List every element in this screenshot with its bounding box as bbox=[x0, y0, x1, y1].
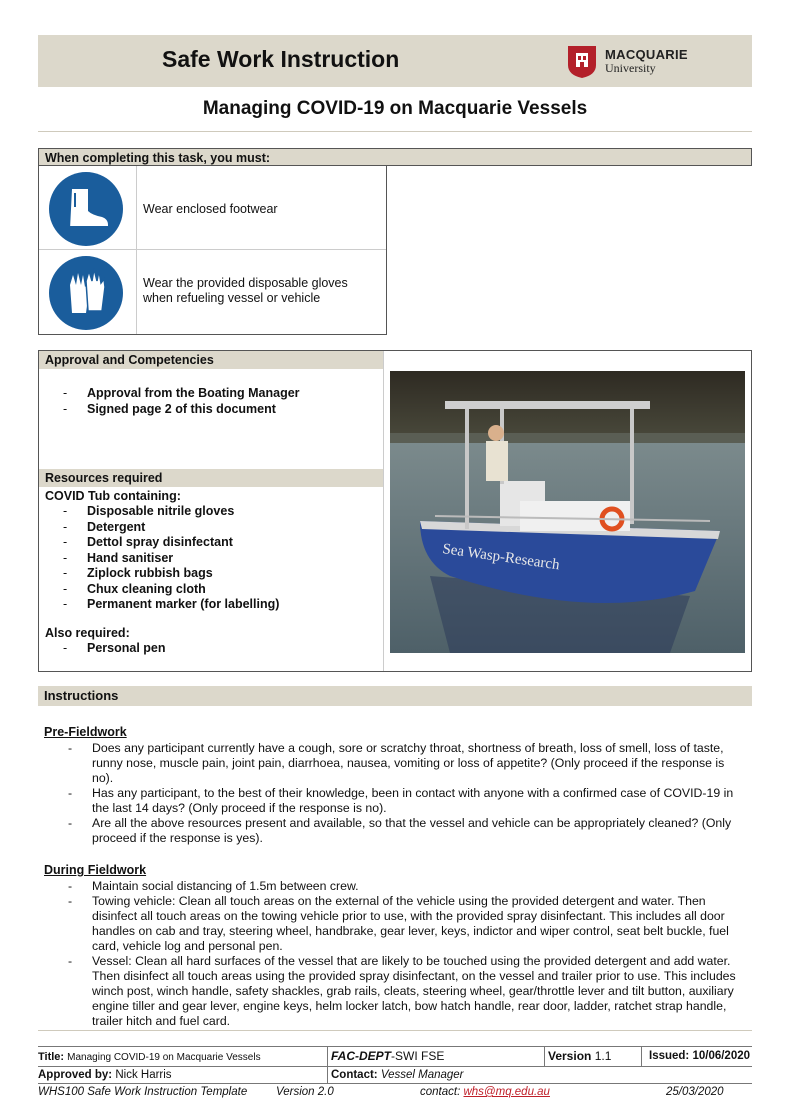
during-fieldwork-list bbox=[38, 879, 752, 1029]
title-divider bbox=[38, 131, 752, 132]
shield-icon bbox=[567, 45, 597, 79]
also-items-list bbox=[39, 641, 379, 657]
pre-fieldwork-item: - Are all the above resources present and available, so that the vessel and vehicle can be appropriately cleaned? (Only proceed if the response is yes). bbox=[38, 816, 752, 846]
also-required-label: Also required: bbox=[45, 626, 130, 640]
resources-heading: Resources required bbox=[39, 469, 383, 487]
tub-item: - Disposable nitrile gloves bbox=[39, 504, 379, 520]
footer-divider bbox=[38, 1030, 752, 1031]
requirement-row-footwear bbox=[39, 166, 386, 250]
footer-version-value: 1.1 bbox=[594, 1049, 612, 1063]
footer-version bbox=[548, 1050, 611, 1063]
requirements-table bbox=[38, 166, 387, 335]
footer-approved bbox=[38, 1069, 172, 1082]
macquarie-logo bbox=[567, 45, 727, 79]
vessel-photo bbox=[390, 371, 745, 653]
footer-contact-label: Contact: bbox=[331, 1069, 378, 1081]
whs-email-link[interactable]: whs@mq.edu.au bbox=[463, 1086, 550, 1098]
template-version: Version 2.0 bbox=[276, 1086, 334, 1098]
tub-label: COVID Tub containing: bbox=[45, 489, 181, 503]
footer-dept-suffix: -SWI FSE bbox=[391, 1049, 445, 1063]
requirements-heading: When completing this task, you must: bbox=[38, 148, 752, 166]
footer-title bbox=[38, 1051, 261, 1064]
footer-top-line bbox=[38, 1046, 752, 1047]
header-title: Safe Work Instruction bbox=[162, 46, 400, 72]
footer-contact bbox=[331, 1069, 464, 1082]
boat-illustration bbox=[390, 371, 745, 653]
during-fieldwork-item: - Vessel: Clean all hard surfaces of the vessel that are likely to be touched using the provided detergent and add water. Then disinfect all touch areas using the provided spray disinfectant, on the vessel and trailer prior to use. This includes winch post, winch handle, safety shackles, grab rails, cleats, steering wheel, gear/throttle lever and tilt button, auxiliary engine tiller and gear lever, engine keys, helm locker latch, bow hatch handle, rear door, ladder, ratchet strap handle, trailer hitch and fuel card. bbox=[38, 954, 752, 1029]
requirement-text-gloves-line2: when refueling vessel or vehicle bbox=[143, 291, 321, 305]
template-contact-label: contact: bbox=[420, 1086, 461, 1098]
approval-item: - Approval from the Boating Manager bbox=[39, 386, 379, 402]
during-fieldwork-item: - Towing vehicle: Clean all touch areas on the external of the vehicle using the provided detergent and water. Then disinfect all touch areas on the towing vehicle prior to use, with the provided spray disinfectant. This includes all door handles on cab and tray, steering wheel, handbrake, gear lever, keys, indictor and wiper control, seat belt buckle, fuel card, vehicle log and personal pen. bbox=[38, 894, 752, 954]
requirement-icon-cell bbox=[39, 250, 137, 334]
boat-name-text: Sea Wasp-Research bbox=[441, 541, 561, 574]
tub-item: - Dettol spray disinfectant bbox=[39, 535, 379, 551]
pre-fieldwork-heading: Pre-Fieldwork bbox=[44, 725, 127, 739]
footer-dept-code: FAC-DEPT bbox=[331, 1049, 391, 1063]
template-contact bbox=[420, 1086, 550, 1098]
logo-name: MACQUARIE bbox=[605, 47, 688, 62]
boot-icon bbox=[48, 171, 124, 247]
footer-issued: Issued: 10/06/2020 bbox=[649, 1050, 751, 1062]
tub-items-list bbox=[39, 504, 379, 613]
footer-contact-value: Vessel Manager bbox=[380, 1069, 464, 1081]
requirement-text-footwear: Wear enclosed footwear bbox=[143, 202, 278, 216]
footer-approved-label: Approved by: bbox=[38, 1069, 113, 1081]
header-band bbox=[38, 35, 752, 87]
footer-version-label: Version bbox=[548, 1049, 592, 1063]
footer-divider-v2 bbox=[544, 1046, 545, 1066]
tub-item: - Ziplock rubbish bags bbox=[39, 566, 379, 582]
tub-item: - Chux cleaning cloth bbox=[39, 582, 379, 598]
footer-title-value: Managing COVID-19 on Macquarie Vessels bbox=[67, 1052, 261, 1063]
approval-heading: Approval and Competencies bbox=[39, 351, 383, 369]
footer-title-label: Title: bbox=[38, 1051, 65, 1063]
tub-item: - Detergent bbox=[39, 520, 379, 536]
tub-item: - Permanent marker (for labelling) bbox=[39, 597, 379, 613]
template-date: 25/03/2020 bbox=[666, 1086, 724, 1098]
also-item: - Personal pen bbox=[39, 641, 379, 657]
during-fieldwork-heading: During Fieldwork bbox=[44, 863, 147, 877]
requirement-text-gloves bbox=[143, 276, 348, 306]
requirement-row-gloves bbox=[39, 250, 386, 334]
gloves-icon bbox=[48, 255, 124, 331]
footer-divider-v1 bbox=[327, 1046, 328, 1083]
footer-divider-v3 bbox=[641, 1046, 642, 1066]
during-fieldwork-item: - Maintain social distancing of 1.5m between crew. bbox=[38, 879, 752, 894]
footer-bottom-line bbox=[38, 1083, 752, 1084]
tub-item: - Hand sanitiser bbox=[39, 551, 379, 567]
pre-fieldwork-list bbox=[38, 741, 752, 846]
logo-subtitle: University bbox=[605, 61, 656, 75]
instructions-heading: Instructions bbox=[38, 686, 752, 706]
approval-item: - Signed page 2 of this document bbox=[39, 402, 379, 418]
document-title: Managing COVID-19 on Macquarie Vessels bbox=[202, 98, 588, 119]
pre-fieldwork-item: - Has any participant, to the best of their knowledge, been in contact with anyone with a confirmed case of COVID-19 in the last 14 days? (Only proceed if the response is no). bbox=[38, 786, 752, 816]
footer-approved-value: Nick Harris bbox=[115, 1069, 172, 1081]
footer-dept bbox=[331, 1050, 444, 1063]
approval-list bbox=[39, 386, 379, 417]
requirement-icon-cell bbox=[39, 166, 137, 250]
instructions-body bbox=[38, 725, 752, 1029]
template-name: WHS100 Safe Work Instruction Template bbox=[38, 1086, 248, 1098]
requirement-text-gloves-line1: Wear the provided disposable gloves bbox=[143, 276, 348, 290]
pre-fieldwork-item: - Does any participant currently have a cough, sore or scratchy throat, shortness of breath, loss of smell, loss of taste, runny nose, muscle pain, joint pain, diarrhoea, nausea, vomiting or loss of appetite? (Only proceed if the response is no). bbox=[38, 741, 752, 786]
approval-column-divider bbox=[383, 351, 384, 671]
footer-mid-line bbox=[38, 1066, 752, 1067]
